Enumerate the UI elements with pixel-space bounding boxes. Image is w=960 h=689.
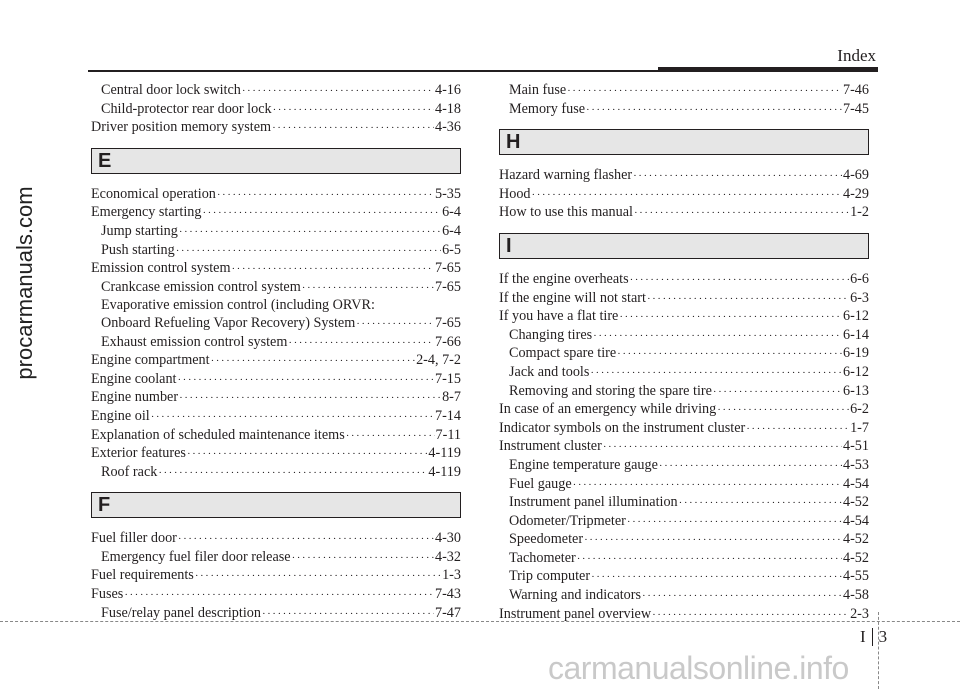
index-entry-label: Engine coolant [91,370,177,387]
leader-dots [633,168,842,186]
leader-dots [292,550,434,568]
index-entry-page: 7-65 [434,314,461,331]
section-letter-text: E [98,149,112,172]
section-letter: I [860,627,866,646]
leader-dots [178,531,434,549]
index-entry-label: Instrument panel overview [499,605,652,622]
index-entry[interactable] [91,119,461,138]
index-entry[interactable] [91,260,461,279]
index-entry-label: Explanation of scheduled maintenance items [91,426,345,443]
index-entry[interactable] [499,167,869,186]
index-entry[interactable] [91,223,461,242]
page-header-title: Index [837,46,876,65]
index-entry[interactable] [499,494,869,513]
index-entry-page: 7-14 [434,407,461,424]
index-entry[interactable] [499,550,869,569]
section-letter-heading [91,492,461,518]
leader-dots [590,365,842,383]
index-entry-label: In case of an emergency while driving [499,401,717,418]
index-entry-page: 1-7 [850,419,869,436]
index-entry-page: 4-55 [842,568,869,585]
index-entry[interactable] [91,334,461,353]
leader-dots [346,428,435,446]
index-entry[interactable] [91,315,461,334]
index-entry[interactable] [91,586,461,605]
index-entry-label: Compact spare tire [509,345,617,362]
index-entry-label: Emergency starting [91,204,202,221]
leader-dots [619,309,842,327]
leader-dots [124,587,434,605]
index-entry-label: Push starting [101,241,175,258]
index-entry-page: 7-43 [434,586,461,603]
index-entry-label: Roof rack [101,463,158,480]
index-entry[interactable] [499,186,869,205]
leader-dots [584,532,842,550]
leader-dots [573,477,842,495]
index-entry-label: Trip computer [509,568,591,585]
page-number [860,627,887,647]
index-entry-label: Driver position memory system [91,119,272,136]
leader-dots [242,83,434,101]
index-entry[interactable] [91,567,461,586]
index-entry[interactable] [499,438,869,457]
index-entry-label: Hazard warning flasher [499,167,633,184]
index-entry[interactable] [499,82,869,101]
index-entry-label: Fuel filler door [91,530,177,547]
index-entry-page: 4-119 [428,463,461,480]
index-entry-page: 1-2 [850,204,869,221]
index-entry-label: Speedometer [509,531,584,548]
leader-dots [567,83,842,101]
leader-dots [627,514,842,532]
index-entry[interactable] [91,186,461,205]
index-entry[interactable] [499,364,869,383]
section-letter-heading [91,148,461,174]
leader-dots [178,372,434,390]
index-entry-label: Removing and storing the spare tire [509,382,712,399]
page-number-value: 3 [878,627,888,646]
index-entry-page: 2-4, 7-2 [416,352,461,369]
index-entry-page: 1-3 [442,567,461,584]
index-entry-label: Fuses [91,586,124,603]
index-entry-label: Crankcase emission control system [101,278,301,295]
index-entry-page: 6-12 [842,308,869,325]
leader-dots [288,335,434,353]
leader-dots [302,280,434,298]
index-entry-label: Indicator symbols on the instrument cluster [499,419,746,436]
index-entry-label: Fuse/relay panel description [101,604,261,621]
index-entry-page: 7-65 [434,278,461,295]
index-entry-page: 4-53 [842,456,869,473]
index-entry[interactable] [499,513,869,532]
leader-dots [642,588,842,606]
leader-dots [647,291,849,309]
leader-dots [630,272,849,290]
index-entry-page: 4-119 [428,445,461,462]
leader-dots [273,102,434,120]
section-letter-heading [499,129,869,155]
index-entry-label: Onboard Refueling Vapor Recovery) System [101,314,356,331]
index-entry-page: 7-66 [434,333,461,350]
section-letter-text: H [506,131,521,154]
section-letter-text: F [98,494,111,517]
index-entry-label: Central door lock switch [101,82,241,98]
index-entry-page: 7-11 [435,426,461,443]
index-entry-page: 5-35 [434,185,461,202]
index-entry[interactable] [499,531,869,550]
leader-dots [202,205,441,223]
leader-dots [634,205,849,223]
index-entry[interactable] [91,242,461,261]
index-entry-page: 6-19 [842,345,869,362]
page-number-separator [872,628,873,646]
index-entry[interactable] [499,587,869,606]
index-entry-label: Emergency fuel filer door release [101,548,291,565]
index-entry-page: 6-14 [842,326,869,343]
leader-dots [272,120,434,138]
index-entry[interactable] [91,389,461,408]
index-entry-label: If the engine will not start [499,289,646,306]
leader-dots [217,187,434,205]
index-entry[interactable] [91,279,461,298]
leader-dots [532,187,842,205]
index-entry[interactable] [91,352,461,371]
index-entry-page: 4-16 [434,82,461,98]
leader-dots [717,402,849,420]
index-entry-page: 6-12 [842,363,869,380]
index-entry-label: Economical operation [91,185,216,202]
index-entry-page: 4-18 [434,100,461,117]
index-entry-page: 8-7 [442,389,461,406]
index-entry[interactable] [91,101,461,120]
leader-dots [659,458,842,476]
index-entry[interactable] [91,530,461,549]
index-entry-page: 7-45 [842,100,869,117]
index-entry[interactable] [91,549,461,568]
index-entry[interactable] [91,204,461,223]
index-entry-page: 6-13 [842,382,869,399]
index-entry-page: 4-54 [842,512,869,529]
index-entry-page: 4-30 [434,530,461,547]
leader-dots [211,353,415,371]
leader-dots [586,102,842,120]
leader-dots [158,465,427,483]
leader-dots [232,261,434,279]
index-entry-label: Instrument panel illumination [509,494,678,511]
index-entry-page: 4-54 [842,475,869,492]
footer-rule [0,621,960,622]
index-entry-page: 7-46 [842,82,869,98]
index-entry[interactable] [499,327,869,346]
index-entry[interactable] [499,383,869,402]
side-watermark[interactable]: procarmanuals.com [12,186,37,380]
index-entry-page: 4-29 [842,185,869,202]
index-entry-label: Hood [499,185,531,202]
header-rule-accent [658,67,878,72]
index-entry-label: Tachometer [509,549,576,566]
index-entry-page: 4-52 [842,531,869,548]
index-entry-label: Warning and indicators [509,587,642,604]
index-entry-label: Child-protector rear door lock [101,100,272,117]
index-entry[interactable] [499,420,869,439]
index-entry-label: Engine oil [91,407,150,424]
index-entry-label: Main fuse [509,82,567,98]
index-entry-label: If the engine overheats [499,270,629,287]
index-entry[interactable] [91,371,461,390]
leader-dots [593,328,842,346]
index-entry[interactable] [499,401,869,420]
index-entry[interactable] [499,476,869,495]
leader-dots [179,224,441,242]
index-entry-label: Odometer/Tripmeter [509,512,626,529]
index-entry-page: 4-32 [434,548,461,565]
index-entry[interactable] [499,345,869,364]
index-entry-page: 6-4 [442,204,461,221]
index-entry[interactable] [91,427,461,446]
index-entry[interactable] [499,457,869,476]
index-entry-label: Memory fuse [509,100,586,117]
index-entry-label: Engine temperature gauge [509,456,658,473]
leader-dots [151,409,434,427]
index-entry-page: 7-65 [434,260,461,277]
index-entry-label: Fuel gauge [509,475,572,492]
leader-dots [679,495,842,513]
index-entry[interactable] [91,408,461,427]
index-entry-page: 7-47 [434,604,461,621]
index-entry[interactable] [499,271,869,290]
index-entry-label: Jack and tools [509,363,590,380]
leader-dots [746,421,849,439]
index-entry[interactable] [499,290,869,309]
index-entry-label: Exterior features [91,445,186,462]
index-entry-page: 6-2 [850,401,869,418]
index-entry-label: Engine compartment [91,352,210,369]
index-entry-page: 2-3 [850,605,869,622]
index-entry[interactable] [499,204,869,223]
index-entry-page: 4-52 [842,549,869,566]
index-entry[interactable] [91,82,461,101]
index-entry-page: 4-51 [842,438,869,455]
index-entry-label: Emission control system [91,260,231,277]
bottom-watermark[interactable]: carmanualsonline.info [548,650,849,686]
section-letter-heading [499,233,869,259]
index-entry-label: Engine number [91,389,179,406]
index-column-right [499,82,869,624]
index-entry[interactable] [499,568,869,587]
index-entry-page: 6-5 [442,241,461,258]
leader-dots [591,569,842,587]
index-entry-label: Changing tires [509,326,593,343]
index-entry-page: 4-58 [842,587,869,604]
index-entry[interactable] [91,445,461,464]
index-entry-page: 6-3 [850,289,869,306]
footer-vertical-rule [878,612,879,689]
leader-dots [713,384,842,402]
leader-dots [577,551,842,569]
index-entry-label: Instrument cluster [499,438,602,455]
leader-dots [176,243,441,261]
leader-dots [187,446,427,464]
index-entry-page: 4-69 [842,167,869,184]
leader-dots [195,568,441,586]
index-entry-line: Evaporative emission control (including ORVR: [101,297,375,314]
index-entry[interactable] [499,101,869,120]
leader-dots [179,390,441,408]
index-entry-page: 6-6 [850,270,869,287]
index-entry-label: How to use this manual [499,204,633,221]
index-entry-page: 6-4 [442,222,461,239]
section-letter-text: I [506,234,512,257]
index-column-left [91,82,461,623]
leader-dots [617,346,842,364]
index-entry-page: 4-36 [434,119,461,136]
leader-dots [356,316,434,334]
index-entry[interactable] [91,464,461,483]
index-entry-label: Exhaust emission control system [101,333,288,350]
index-entry[interactable] [499,308,869,327]
index-entry-page: 4-52 [842,494,869,511]
index-entry-page: 7-15 [434,370,461,387]
index-entry-label: Fuel requirements [91,567,194,584]
leader-dots [603,439,842,457]
index-entry-label: Jump starting [101,222,178,239]
index-entry-label: If you have a flat tire [499,308,619,325]
